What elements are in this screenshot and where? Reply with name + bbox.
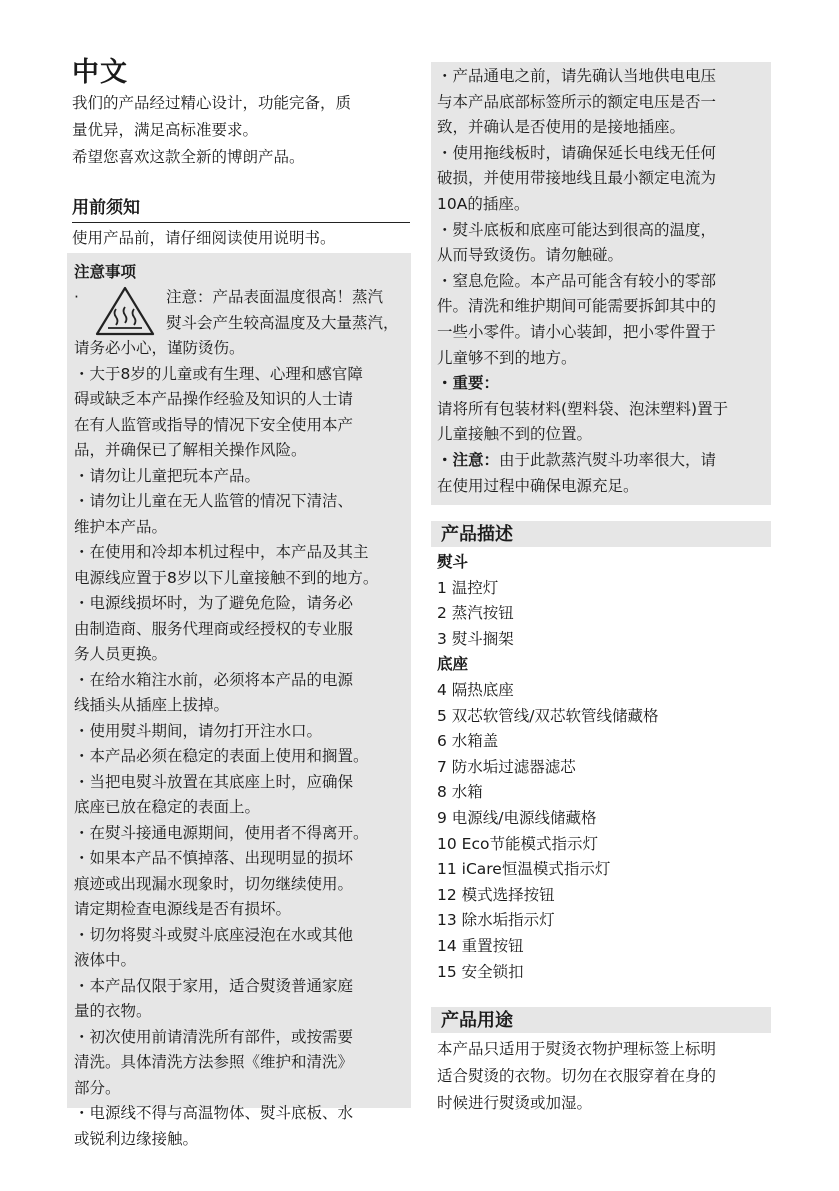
list-item: 12 模式选择按钮 [437,885,555,904]
caution-line: ・在使用和冷却本机过程中，本产品及其主 [74,543,369,561]
list-item: 5 双芯软管线/双芯软管线储藏格 [437,706,659,725]
bullet: · [74,288,79,306]
before-use-text: 使用产品前，请仔细阅读使用说明书。 [72,229,336,247]
caution-line: ・熨斗底板和底座可能达到很高的温度， [437,220,717,239]
caution-line: 部分。 [74,1078,121,1097]
caution-line: ・当把电熨斗放置在其底座上时，应确保 [74,772,354,791]
hot-surface-warning-icon [94,285,156,337]
product-description-heading: 产品描述 [431,521,771,547]
note-line: 在使用过程中确保电源充足。 [437,476,639,495]
list-item: 11 iCare恒温模式指示灯 [437,860,611,879]
usage-line: 时候进行熨烫或加湿。 [437,1094,593,1112]
caution-line: 务人员更换。 [74,645,168,663]
caution-line: 维护本产品。 [74,517,168,536]
product-usage-text [437,1036,771,1117]
warning-line: 熨斗会产生较高温度及大量蒸汽， [166,313,399,332]
hot-surface-warning [74,285,404,337]
product-usage-heading: 产品用途 [431,1007,771,1033]
usage-line: 适合熨烫的衣物。切勿在衣服穿着在身的 [437,1067,717,1085]
caution-line: 由制造商、服务代理商或经授权的专业服 [74,619,354,638]
list-item: 13 除水垢指示灯 [437,911,555,930]
caution-line: ・如果本产品不慎掉落、出现明显的损坏 [74,849,354,867]
caution-line: ・初次使用前请清洗所有部件，或按需要 [74,1027,354,1046]
important-line: 儿童接触不到的位置。 [437,425,593,444]
caution-box [67,253,411,1148]
list-item: 14 重置按钮 [437,936,524,955]
caution-heading: 注意事项 [74,263,137,281]
caution-line: 线插头从插座上拔掉。 [74,696,230,714]
base-label: 底座 [437,655,469,674]
caution-line: 或锐利边缘接触。 [74,1129,199,1148]
before-use-heading: 用前须知 [72,195,410,223]
list-item: 10 Eco节能模式指示灯 [437,834,598,853]
caution-line: 碍或缺乏本产品操作经验及知识的人士请 [74,390,354,408]
caution-line: 底座已放在稳定的表面上。 [74,798,261,816]
parts-list [437,550,767,985]
right-column-caution [431,62,771,505]
caution-line: 请定期检查电源线是否有损坏。 [74,900,292,918]
caution-line: ・电源线不得与高温物体、熨斗底板、水 [74,1104,354,1122]
caution-line: ・产品通电之前，请先确认当地供电电压 [437,67,717,85]
caution-line: ・大于8岁的儿童或有生理、心理和感官障 [74,364,363,383]
intro-text [72,90,410,171]
caution-line: ・电源线损坏时，为了避免危险，请务必 [74,594,354,612]
caution-line: 一些小零件。请小心装卸，把小零件置于 [437,322,717,341]
list-item: 7 防水垢过滤器滤芯 [437,757,576,776]
caution-line: 量的衣物。 [74,1002,152,1020]
caution-line: 痕迹或出现漏水现象时，切勿继续使用。 [74,874,354,893]
caution-line: 清洗。具体清洗方法参照《维护和清洗》 [74,1053,354,1071]
caution-line: 破损，并使用带接地线且最小额定电流为 [437,169,717,188]
note-line [437,448,765,474]
list-item: 8 水箱 [437,783,483,802]
caution-line: 儿童够不到的地方。 [437,348,577,367]
caution-box-continued [431,62,771,505]
caution-line: ・在熨斗接通电源期间，使用者不得离开。 [74,823,369,842]
caution-line: 与本产品底部标签所示的额定电压是否一 [437,92,717,111]
caution-line: ・窒息危险。本产品可能含有较小的零部 [437,271,717,290]
list-item: 6 水箱盖 [437,732,499,751]
caution-line: 10A的插座。 [437,194,530,213]
usage-line: 本产品只适用于熨烫衣物护理标签上标明 [437,1040,717,1058]
intro-line: 我们的产品经过精心设计，功能完备，质 [72,94,352,112]
list-item: 3 熨斗搁架 [437,629,514,648]
caution-line: ・本产品必须在稳定的表面上使用和搁置。 [74,747,369,765]
caution-line: 件。清洗和维护期间可能需要拆卸其中的 [437,297,717,316]
iron-label: 熨斗 [437,553,469,571]
caution-line: ・请勿让儿童在无人监管的情况下清洁、 [74,492,354,510]
list-item: 2 蒸汽按钮 [437,604,514,623]
caution-list [74,336,404,1152]
list-item: 1 温控灯 [437,578,499,597]
caution-line: 从而导致烫伤。请勿触碰。 [437,246,624,265]
note-text: 由于此款蒸汽熨斗功率很大，请 [499,450,717,469]
caution-line: ・在给水箱注水前，必须将本产品的电源 [74,670,354,689]
caution-line: 液体中。 [74,951,137,969]
caution-line: 致，并确认是否使用的是接地插座。 [437,118,686,137]
caution-line: ・切勿将熨斗或熨斗底座浸泡在水或其他 [74,925,354,944]
intro-line: 量优异，满足高标准要求。 [72,121,259,139]
list-item: 15 安全锁扣 [437,962,524,981]
warning-line: 注意：产品表面温度很高！蒸汽 [166,288,384,306]
caution-line: ・使用熨斗期间，请勿打开注水口。 [74,721,323,740]
caution-line: ・本产品仅限于家用，适合熨烫普通家庭 [74,976,354,995]
caution-line: 电源线应置于8岁以下儿童接触不到的地方。 [74,568,379,587]
left-column-top [72,56,410,252]
caution-line: 在有人监管或指导的情况下安全使用本产 [74,415,354,434]
language-title: 中文 [72,57,128,88]
warning-text [166,285,399,336]
intro-line: 希望您喜欢这款全新的博朗产品。 [72,148,305,166]
caution-line: ・使用拖线板时，请确保延长电线无任何 [437,143,717,162]
list-item: 9 电源线/电源线储藏格 [437,808,597,827]
list-item: 4 隔热底座 [437,680,514,699]
note-label: ・注意： [437,450,500,469]
important-label: ・重要： [437,374,500,393]
caution-line: ・请勿让儿童把玩本产品。 [74,466,261,485]
important-line: 请将所有包装材料(塑料袋、泡沫塑料)置于 [437,399,729,418]
caution-line: 品，并确保已了解相关操作风险。 [74,441,307,459]
caution-line: 请务必小心，谨防烫伤。 [74,339,245,357]
